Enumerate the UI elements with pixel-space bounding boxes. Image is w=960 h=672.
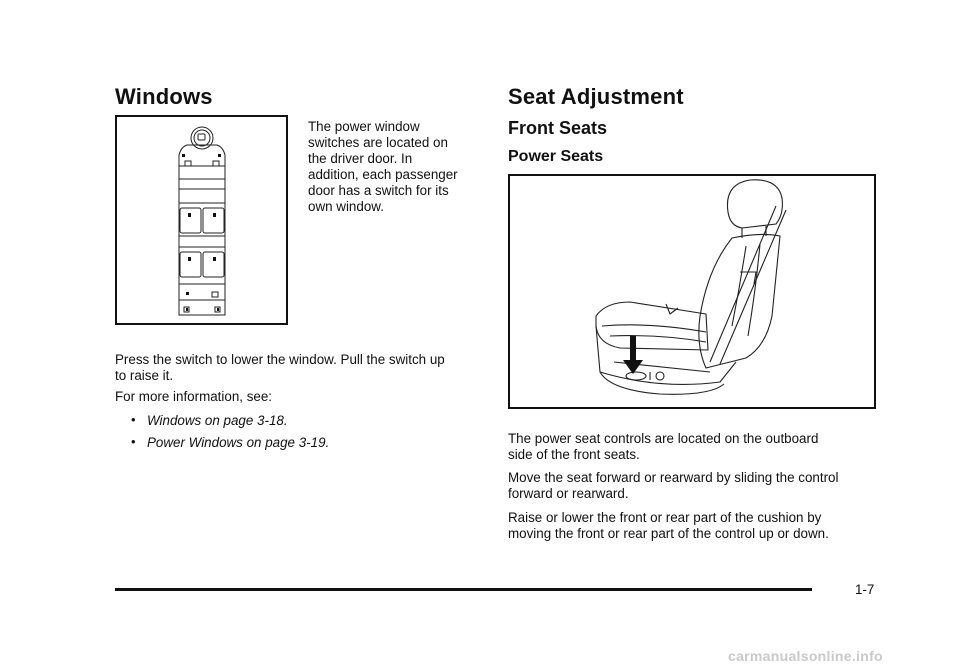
power-seats-heading: Power Seats <box>508 148 604 165</box>
watermark-text: carmanualsonline.info <box>728 648 883 664</box>
seat-paragraph-2 <box>508 470 888 502</box>
seat-adjustment-heading: Seat Adjustment <box>508 84 684 109</box>
windows-intro-line: door has a switch for its <box>308 183 449 198</box>
windows-intro-line: addition, each passenger <box>308 167 458 182</box>
seat-paragraph-line: Move the seat forward or rearward by sliding the control <box>508 470 839 485</box>
bullet-dot: • <box>131 434 136 449</box>
link-power-windows[interactable]: Power Windows on page 3-19. <box>147 435 330 450</box>
bullet-item <box>131 435 431 451</box>
seat-paragraph-line: side of the front seats. <box>508 447 640 462</box>
windows-intro-paragraph <box>308 119 488 215</box>
more-info-text: For more information, see: <box>115 389 273 404</box>
seat-paragraph-line: forward or rearward. <box>508 486 629 501</box>
power-seat-illustration <box>510 176 874 407</box>
bullet-dot: • <box>131 412 136 427</box>
windows-intro-line: The power window <box>308 119 420 134</box>
seat-paragraph-line: Raise or lower the front or rear part of the cushion by <box>508 510 822 525</box>
windows-intro-line: own window. <box>308 199 384 214</box>
seat-paragraph-3 <box>508 510 888 542</box>
window-switch-illustration <box>117 117 286 323</box>
windows-instruction-line: to raise it. <box>115 368 174 383</box>
seat-paragraph-1 <box>508 431 888 463</box>
front-seats-heading: Front Seats <box>508 118 608 138</box>
windows-heading: Windows <box>115 84 213 109</box>
seat-paragraph-line: The power seat controls are located on the outboard <box>508 431 819 446</box>
power-seat-figure <box>508 174 876 409</box>
bullet-item <box>131 413 431 429</box>
page-number: 1-7 <box>855 582 875 597</box>
windows-instruction-paragraph <box>115 352 485 384</box>
link-windows[interactable]: Windows on page 3-18. <box>147 413 288 428</box>
windows-intro-line: switches are located on <box>308 135 448 150</box>
seat-paragraph-line: moving the front or rear part of the control up or down. <box>508 526 829 541</box>
windows-instruction-line: Press the switch to lower the window. Pull the switch up <box>115 352 445 367</box>
windows-intro-line: the driver door. In <box>308 151 413 166</box>
window-switch-figure <box>115 115 288 325</box>
footer-rule <box>115 588 812 591</box>
